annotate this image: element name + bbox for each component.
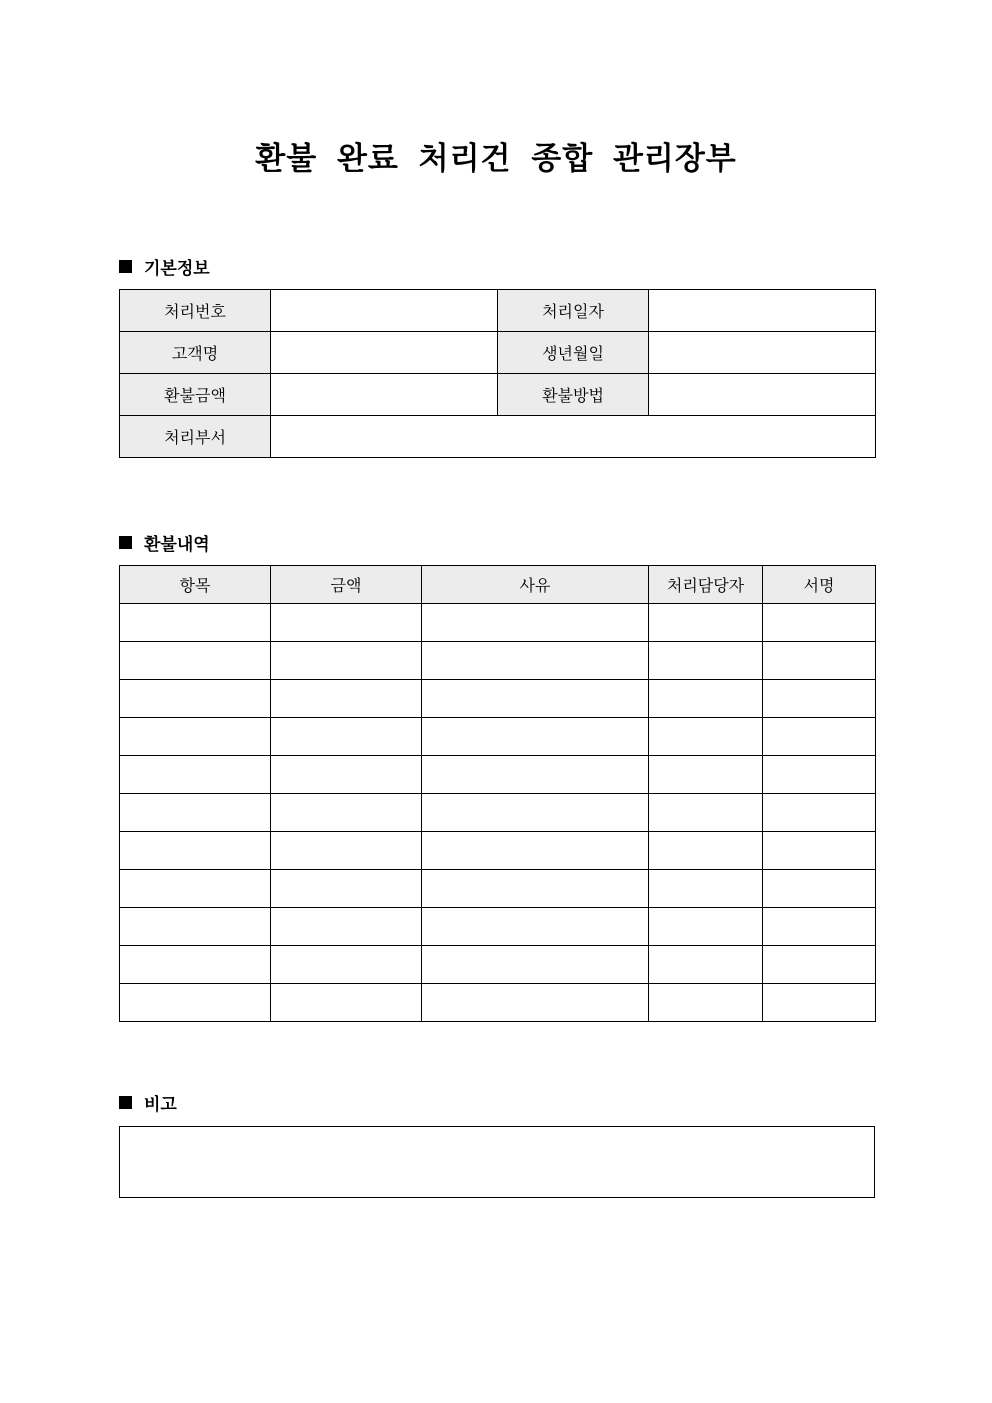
table-row xyxy=(120,642,876,680)
handler-cell[interactable] xyxy=(649,604,763,642)
reason-cell[interactable] xyxy=(422,794,649,832)
signature-cell[interactable] xyxy=(763,984,876,1022)
refund-details-table xyxy=(119,565,876,1022)
signature-cell[interactable] xyxy=(763,756,876,794)
signature-cell[interactable] xyxy=(763,794,876,832)
table-row xyxy=(120,908,876,946)
section-heading-basic xyxy=(119,254,210,279)
table-row xyxy=(120,416,876,458)
page-title: 환불 완료 처리건 종합 관리장부 xyxy=(255,141,737,177)
handler-cell[interactable] xyxy=(649,984,763,1022)
reason-cell[interactable] xyxy=(422,946,649,984)
item-cell[interactable] xyxy=(120,756,271,794)
section-heading-notes xyxy=(119,1090,177,1115)
processing-number-field[interactable] xyxy=(271,290,498,332)
refund-table-body xyxy=(120,604,876,1022)
amount-cell[interactable] xyxy=(271,794,422,832)
item-cell[interactable] xyxy=(120,984,271,1022)
column-header-handler: 처리담당자 xyxy=(649,566,763,604)
signature-cell[interactable] xyxy=(763,642,876,680)
section-heading-refund xyxy=(119,530,210,555)
label-customer-name: 고객명 xyxy=(120,332,271,374)
amount-cell[interactable] xyxy=(271,870,422,908)
table-row xyxy=(120,680,876,718)
section-heading-label: 기본정보 xyxy=(144,259,210,279)
processing-date-field[interactable] xyxy=(649,290,876,332)
reason-cell[interactable] xyxy=(422,718,649,756)
table-row xyxy=(120,794,876,832)
item-cell[interactable] xyxy=(120,680,271,718)
reason-cell[interactable] xyxy=(422,832,649,870)
signature-cell[interactable] xyxy=(763,908,876,946)
handler-cell[interactable] xyxy=(649,946,763,984)
table-row xyxy=(120,290,876,332)
item-cell[interactable] xyxy=(120,794,271,832)
reason-cell[interactable] xyxy=(422,870,649,908)
reason-cell[interactable] xyxy=(422,908,649,946)
amount-cell[interactable] xyxy=(271,604,422,642)
column-header-amount: 금액 xyxy=(271,566,422,604)
item-cell[interactable] xyxy=(120,946,271,984)
table-row xyxy=(120,984,876,1022)
item-cell[interactable] xyxy=(120,604,271,642)
handler-cell[interactable] xyxy=(649,832,763,870)
label-department: 처리부서 xyxy=(120,416,271,458)
column-header-signature: 서명 xyxy=(763,566,876,604)
table-row xyxy=(120,604,876,642)
basic-info-table xyxy=(119,289,876,458)
item-cell[interactable] xyxy=(120,832,271,870)
reason-cell[interactable] xyxy=(422,984,649,1022)
signature-cell[interactable] xyxy=(763,680,876,718)
reason-cell[interactable] xyxy=(422,756,649,794)
item-cell[interactable] xyxy=(120,718,271,756)
section-heading-label: 비고 xyxy=(144,1095,177,1115)
reason-cell[interactable] xyxy=(422,680,649,718)
label-birth-date: 생년월일 xyxy=(498,332,649,374)
amount-cell[interactable] xyxy=(271,756,422,794)
table-row xyxy=(120,332,876,374)
handler-cell[interactable] xyxy=(649,718,763,756)
column-header-reason: 사유 xyxy=(422,566,649,604)
amount-cell[interactable] xyxy=(271,984,422,1022)
column-header-item: 항목 xyxy=(120,566,271,604)
refund-amount-field[interactable] xyxy=(271,374,498,416)
birth-date-field[interactable] xyxy=(649,332,876,374)
department-field[interactable] xyxy=(271,416,876,458)
table-header-row xyxy=(120,566,876,604)
signature-cell[interactable] xyxy=(763,870,876,908)
reason-cell[interactable] xyxy=(422,604,649,642)
table-row xyxy=(120,374,876,416)
handler-cell[interactable] xyxy=(649,908,763,946)
refund-method-field[interactable] xyxy=(649,374,876,416)
signature-cell[interactable] xyxy=(763,718,876,756)
customer-name-field[interactable] xyxy=(271,332,498,374)
square-bullet-icon xyxy=(119,260,132,273)
amount-cell[interactable] xyxy=(271,718,422,756)
reason-cell[interactable] xyxy=(422,642,649,680)
amount-cell[interactable] xyxy=(271,642,422,680)
table-row xyxy=(120,832,876,870)
label-refund-method: 환불방법 xyxy=(498,374,649,416)
handler-cell[interactable] xyxy=(649,642,763,680)
table-row xyxy=(120,870,876,908)
handler-cell[interactable] xyxy=(649,794,763,832)
section-heading-label: 환불내역 xyxy=(144,535,210,555)
table-row xyxy=(120,756,876,794)
table-row xyxy=(120,946,876,984)
item-cell[interactable] xyxy=(120,908,271,946)
signature-cell[interactable] xyxy=(763,604,876,642)
label-processing-number: 처리번호 xyxy=(120,290,271,332)
amount-cell[interactable] xyxy=(271,680,422,718)
square-bullet-icon xyxy=(119,536,132,549)
handler-cell[interactable] xyxy=(649,756,763,794)
item-cell[interactable] xyxy=(120,642,271,680)
signature-cell[interactable] xyxy=(763,946,876,984)
signature-cell[interactable] xyxy=(763,832,876,870)
amount-cell[interactable] xyxy=(271,832,422,870)
amount-cell[interactable] xyxy=(271,946,422,984)
handler-cell[interactable] xyxy=(649,680,763,718)
table-row xyxy=(120,718,876,756)
handler-cell[interactable] xyxy=(649,870,763,908)
label-processing-date: 처리일자 xyxy=(498,290,649,332)
amount-cell[interactable] xyxy=(271,908,422,946)
notes-field[interactable] xyxy=(119,1126,875,1198)
square-bullet-icon xyxy=(119,1096,132,1109)
item-cell[interactable] xyxy=(120,870,271,908)
label-refund-amount: 환불금액 xyxy=(120,374,271,416)
